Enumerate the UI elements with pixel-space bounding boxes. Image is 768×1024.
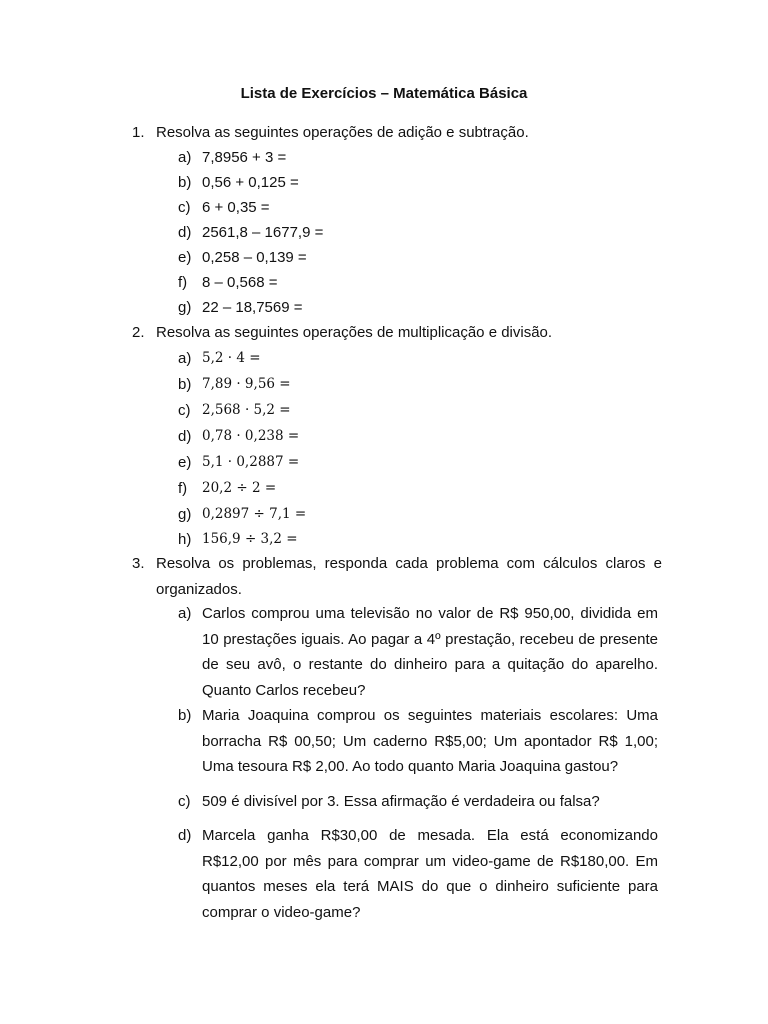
question-text: Resolva as seguintes operações de multiplicação e divisão. bbox=[156, 324, 553, 341]
q3-item-b bbox=[178, 703, 658, 780]
item-letter: e) bbox=[178, 249, 192, 266]
item-text: 7,8956 + 3 = bbox=[202, 149, 287, 166]
question-text: Resolva as seguintes operações de adição e subtração. bbox=[156, 124, 529, 141]
item-text: 8 – 0,568 = bbox=[202, 274, 278, 291]
item-expression: 0,78 · 0,238 = bbox=[202, 428, 300, 444]
item-text: 0,56 + 0,125 = bbox=[202, 174, 299, 191]
item-letter: d) bbox=[178, 827, 192, 844]
item-letter: b) bbox=[178, 376, 192, 393]
item-letter: e) bbox=[178, 454, 192, 471]
item-letter: b) bbox=[178, 707, 192, 724]
item-letter: f) bbox=[178, 480, 188, 497]
item-expression: 2,568 · 5,2 = bbox=[202, 402, 291, 418]
item-letter: c) bbox=[178, 793, 191, 810]
question-3 bbox=[132, 551, 662, 602]
item-letter: g) bbox=[178, 299, 192, 316]
q1-item-c bbox=[178, 195, 658, 221]
q1-item-d bbox=[178, 220, 658, 246]
item-letter: f) bbox=[178, 274, 188, 291]
item-expression: 7,89 · 9,56 = bbox=[202, 376, 291, 392]
q2-item-a bbox=[178, 346, 658, 372]
item-letter: a) bbox=[178, 350, 192, 367]
item-text: 2561,8 – 1677,9 = bbox=[202, 224, 324, 241]
q1-item-f bbox=[178, 270, 658, 296]
question-number: 2. bbox=[132, 324, 145, 341]
q1-item-e bbox=[178, 245, 658, 271]
item-expression: 20,2 ÷ 2 = bbox=[202, 480, 277, 496]
q2-item-c bbox=[178, 398, 658, 424]
q3-item-d bbox=[178, 823, 658, 925]
q2-item-e bbox=[178, 450, 658, 476]
item-letter: d) bbox=[178, 224, 192, 241]
q1-item-b bbox=[178, 170, 658, 196]
q2-item-g bbox=[178, 502, 658, 528]
question-number: 3. bbox=[132, 555, 145, 572]
item-letter: c) bbox=[178, 402, 191, 419]
q1-item-g bbox=[178, 295, 658, 321]
q3-item-a bbox=[178, 601, 658, 703]
item-letter: a) bbox=[178, 605, 192, 622]
item-letter: d) bbox=[178, 428, 192, 445]
item-letter: a) bbox=[178, 149, 192, 166]
item-text: 22 – 18,7569 = bbox=[202, 299, 303, 316]
q3-item-c bbox=[178, 789, 658, 815]
item-text: Marcela ganha R$30,00 de mesada. Ela está economizando R$12,00 por mês para comprar um video-game de R$180,00. Em quantos meses ela terá MAIS do que o dinheiro suficiente para comprar o video-game? bbox=[202, 827, 658, 921]
page-title: Lista de Exercícios – Matemática Básica bbox=[240, 85, 528, 102]
item-letter: c) bbox=[178, 199, 191, 216]
item-expression: 5,2 · 4 = bbox=[202, 350, 261, 366]
q2-item-h bbox=[178, 527, 658, 553]
item-expression: 5,1 · 0,2887 = bbox=[202, 454, 300, 470]
question-number: 1. bbox=[132, 124, 145, 141]
item-text: Carlos comprou uma televisão no valor de R$ 950,00, dividida em 10 prestações iguais. Ao pagar a 4º prestação, recebeu de presente de seu avô, o restante do dinheiro para a quitação do aparelho. Quanto Carlos recebeu? bbox=[202, 605, 658, 699]
item-text: Maria Joaquina comprou os seguintes materiais escolares: Uma borracha R$ 00,50; Um caderno R$5,00; Um apontador R$ 1,00; Uma tesoura R$ 2,00. Ao todo quanto Maria Joaquina gastou? bbox=[202, 707, 658, 776]
item-text: 6 + 0,35 = bbox=[202, 199, 270, 216]
question-2 bbox=[132, 320, 662, 346]
item-letter: h) bbox=[178, 531, 192, 548]
q1-item-a bbox=[178, 145, 658, 171]
item-text: 509 é divisível por 3. Essa afirmação é verdadeira ou falsa? bbox=[202, 793, 600, 810]
question-1 bbox=[132, 120, 662, 146]
q2-item-d bbox=[178, 424, 658, 450]
item-expression: 0,2897 ÷ 7,1 = bbox=[202, 506, 307, 522]
item-letter: g) bbox=[178, 506, 192, 523]
item-text: 0,258 – 0,139 = bbox=[202, 249, 307, 266]
q2-item-f bbox=[178, 476, 658, 502]
item-letter: b) bbox=[178, 174, 192, 191]
q2-item-b bbox=[178, 372, 658, 398]
question-text: Resolva os problemas, responda cada problema com cálculos claros e organizados. bbox=[156, 555, 662, 598]
item-expression: 156,9 ÷ 3,2 = bbox=[202, 531, 298, 547]
